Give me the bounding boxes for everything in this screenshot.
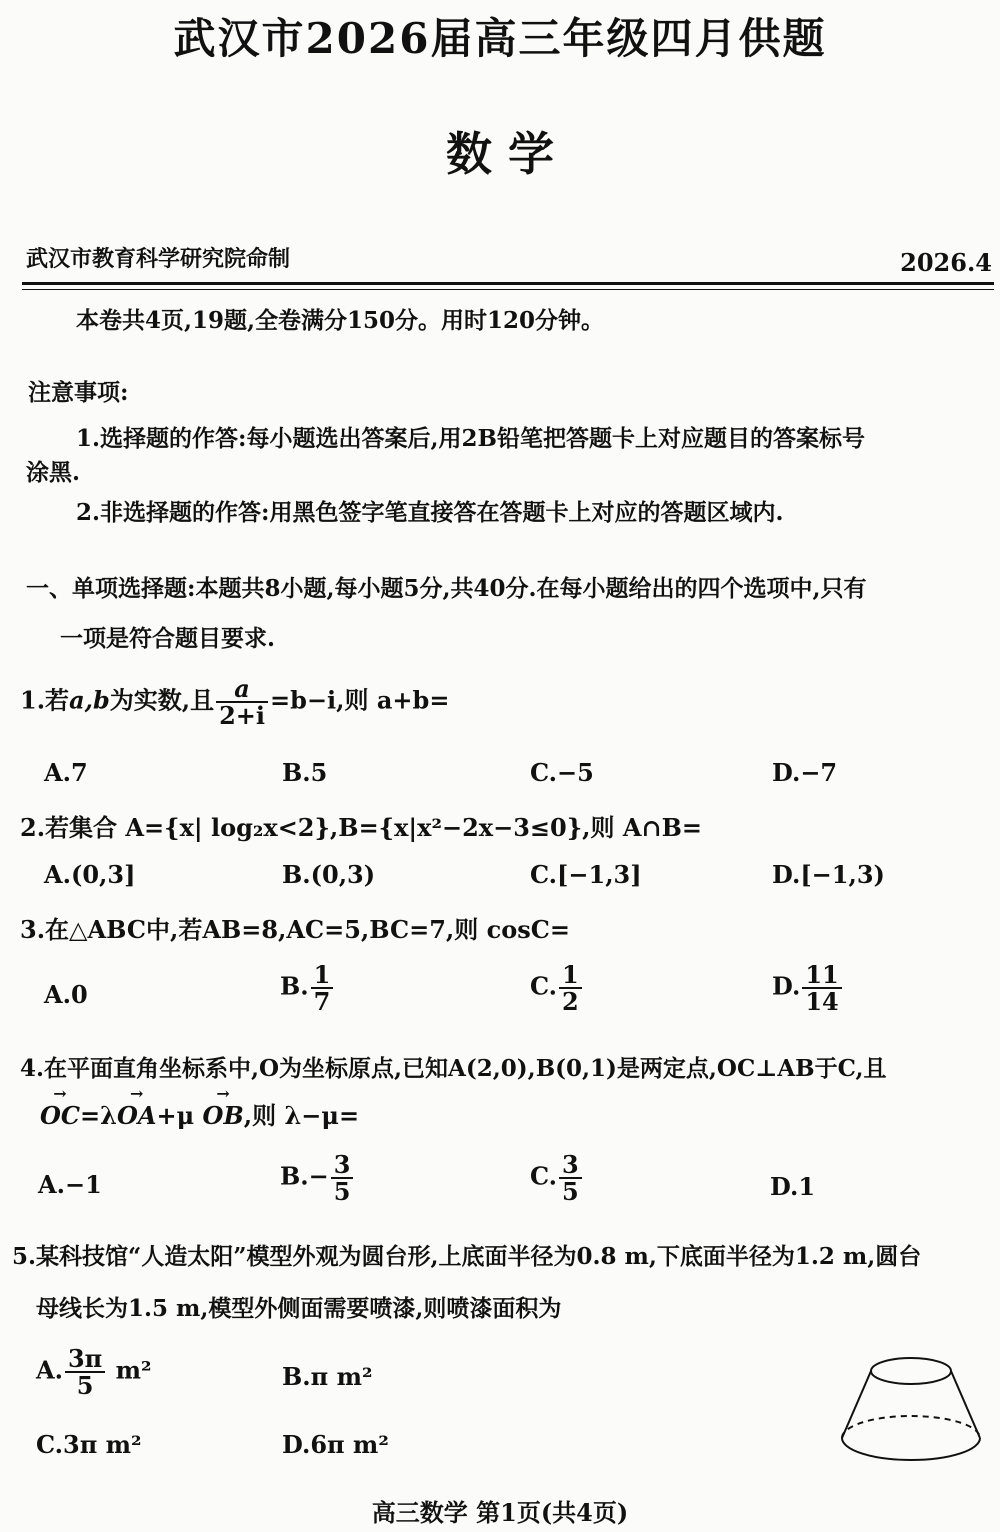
- q1-option-a: A.7: [44, 758, 88, 787]
- q3-option-c-den: 2: [559, 987, 582, 1014]
- question-4-stem-line-1: 4.在平面直角坐标系中,O为坐标原点,已知A(2,0),B(0,1)是两定点,OC⊥AB于C,且: [20, 1055, 887, 1082]
- q2-option-b: B.(0,3): [282, 860, 376, 889]
- frustum-bottom-hidden-arc: [842, 1416, 980, 1438]
- frustum-top-ellipse: [871, 1358, 951, 1384]
- exam-title: 武汉市2026届高三年级四月供题: [173, 14, 827, 63]
- frustum-right-edge: [951, 1371, 980, 1438]
- question-5-stem-line-2: 母线长为1.5 m,模型外侧面需要喷漆,则喷漆面积为: [36, 1295, 562, 1322]
- question-3-stem: 3.在△ABC中,若AB=8,AC=5,BC=7,则 cosC=: [20, 915, 570, 944]
- q4-plus-mu: +μ: [156, 1101, 195, 1130]
- q1-vars: a,b: [69, 685, 110, 715]
- q1-fraction: [216, 674, 268, 731]
- q5-option-c: C.3π m²: [36, 1430, 142, 1459]
- q3-option-d-num: 11: [805, 960, 839, 989]
- question-1-stem: [20, 674, 450, 731]
- frustum-figure: [836, 1354, 986, 1466]
- q4-option-b: [280, 1150, 355, 1207]
- frustum-bottom-front-arc: [842, 1438, 980, 1460]
- q1-frac-num: a: [234, 674, 250, 703]
- vector-oc: → OC: [40, 1101, 80, 1130]
- q4-option-b-label: B.−: [280, 1161, 329, 1191]
- q4-option-d: D.1: [770, 1172, 816, 1201]
- vector-oa: → OA: [117, 1101, 157, 1130]
- q1-frac-den: 2+i: [216, 701, 268, 728]
- q4-option-b-den: 5: [331, 1177, 354, 1204]
- question-5-stem-line-1: 5.某科技馆“人造太阳”模型外观为圆台形,上底面半径为0.8 m,下底面半径为1.2 m,圆台: [12, 1243, 922, 1270]
- q1-stem-part: 1.若: [20, 685, 70, 715]
- exam-intro: 本卷共4页,19题,全卷满分150分。用时120分钟。: [76, 307, 605, 334]
- q3-option-b-label: B.: [280, 971, 309, 1001]
- q3-option-b-den: 7: [311, 987, 334, 1014]
- q3-option-d: [772, 960, 844, 1017]
- q4-option-c-num: 3: [562, 1150, 579, 1179]
- q1-stem-part: =b−i,则 a+b=: [270, 685, 450, 715]
- q4-option-c-label: C.: [530, 1161, 558, 1191]
- q1-stem-part: 为实数,且: [109, 685, 215, 715]
- note-1-line-1: 1.选择题的作答:每小题选出答案后,用2B铅笔把答题卡上对应题目的答案标号: [76, 425, 865, 452]
- q4-stem-tail: ,则 λ−μ=: [243, 1101, 360, 1130]
- header-rule-thick: [22, 282, 994, 285]
- note-1-line-2: 涂黑.: [26, 459, 81, 486]
- q2-option-c: C.[−1,3]: [530, 860, 642, 889]
- q5-option-a-unit: m²: [115, 1355, 152, 1385]
- question-4-stem-line-2: [40, 1096, 359, 1131]
- q1-option-c: C.−5: [530, 758, 594, 787]
- header-rule-thin: [22, 289, 994, 290]
- q4-option-c: [530, 1150, 584, 1207]
- q3-option-d-label: D.: [772, 971, 801, 1001]
- notes-heading: 注意事项:: [28, 379, 129, 406]
- exam-date: 2026.4: [900, 248, 992, 277]
- q2-option-a: A.(0,3]: [44, 860, 136, 889]
- q3-option-c-label: C.: [530, 971, 558, 1001]
- page-footer: 高三数学 第1页(共4页): [371, 1498, 629, 1527]
- q5-option-b: B.π m²: [282, 1362, 373, 1391]
- q3-option-c: [530, 960, 584, 1017]
- q3-option-d-den: 14: [802, 987, 841, 1014]
- q3-option-a: A.0: [44, 980, 88, 1009]
- q4-option-a: A.−1: [38, 1170, 102, 1199]
- q3-option-c-num: 1: [562, 960, 579, 989]
- question-2-stem: 2.若集合 A={x| log₂x<2},B={x|x²−2x−3≤0},则 A∩B=: [20, 813, 702, 842]
- q5-option-d: D.6π m²: [282, 1430, 389, 1459]
- section-heading-line-1: 一、单项选择题:本题共8小题,每小题5分,共40分.在每小题给出的四个选项中,只有: [26, 575, 867, 602]
- note-2: 2.非选择题的作答:用黑色签字笔直接答在答题卡上对应的答题区域内.: [76, 499, 784, 526]
- q5-option-a-den: 5: [65, 1371, 105, 1398]
- section-heading-line-2: 一项是符合题目要求.: [60, 625, 276, 652]
- q1-option-d: D.−7: [772, 758, 838, 787]
- q2-option-d: D.[−1,3): [772, 860, 885, 889]
- q4-equals-lambda: =λ: [80, 1101, 117, 1130]
- q5-option-a: [36, 1344, 152, 1401]
- publisher: 武汉市教育科学研究院命制: [26, 246, 291, 272]
- vector-ob: → OB: [203, 1101, 244, 1130]
- q4-option-b-num: 3: [333, 1150, 351, 1179]
- q4-option-c-den: 5: [559, 1177, 582, 1204]
- q3-option-b-num: 1: [313, 960, 331, 989]
- q5-option-a-num: 3π: [67, 1344, 103, 1373]
- q3-option-b: [280, 960, 335, 1017]
- q1-option-b: B.5: [282, 758, 328, 787]
- frustum-left-edge: [842, 1371, 871, 1438]
- q5-option-a-label: A.: [36, 1355, 63, 1385]
- subject-title: 数 学: [445, 127, 554, 181]
